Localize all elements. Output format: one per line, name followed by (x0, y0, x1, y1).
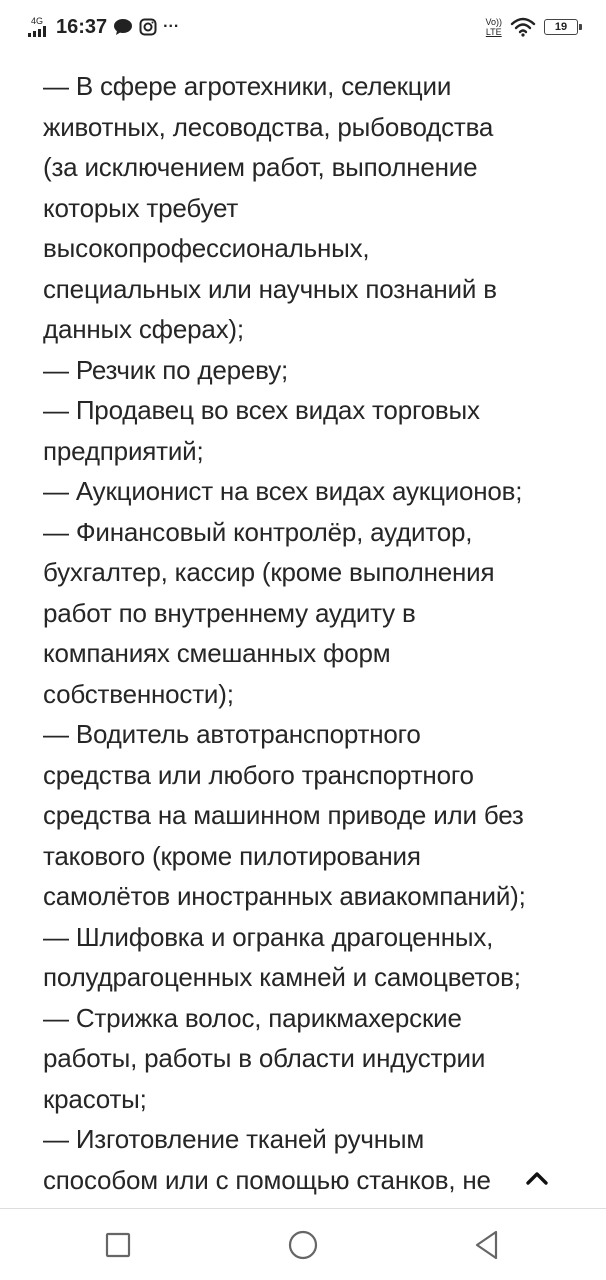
article-body (43, 66, 568, 1214)
article-line: — Шлифовка и огранка драгоценных, (43, 921, 494, 952)
volte-icon: Vo)) LTE (485, 17, 502, 37)
article-line: — В сфере агротехники, селекции (43, 71, 452, 101)
article-line: специальных или научных познаний в (43, 273, 497, 304)
battery-icon (544, 19, 578, 35)
article-line: красоты; (43, 1083, 147, 1114)
recent-apps-button[interactable] (98, 1225, 138, 1265)
article-line: бухгалтер, кассир (кроме выполнения (43, 557, 495, 587)
instagram-icon (139, 18, 157, 36)
article-line: которых требует (43, 192, 239, 223)
article-line: — Водитель автотранспортного (43, 719, 421, 749)
article-line: средства на машинном приводе или без (43, 800, 524, 830)
article-line: — Продавец во всех видах торговых (43, 395, 480, 425)
article-line: самолётов иностранных авиакомпаний); (43, 881, 526, 911)
article-line: (за исключением работ, выполнение (43, 152, 478, 182)
article-line: — Финансовый контролёр, аудитор, (43, 516, 473, 547)
home-button[interactable] (283, 1225, 323, 1265)
circle-icon (287, 1229, 319, 1261)
triangle-back-icon (472, 1229, 502, 1261)
scroll-to-top-button[interactable] (522, 1164, 552, 1192)
status-bar (0, 0, 606, 56)
article-line: — Стрижка волос, парикмахерские (43, 1002, 462, 1033)
signal-icon (28, 17, 46, 37)
article-line: работы, работы в области индустрии (43, 1043, 486, 1073)
clock: 16:37 (56, 15, 108, 38)
article-line: данных сферах); (43, 314, 244, 344)
status-bar-right (485, 12, 578, 42)
article-line: полудрагоценных камней и самоцветов; (43, 962, 521, 992)
article-line: — Изготовление тканей ручным (43, 1124, 425, 1154)
status-bar-left (28, 12, 179, 42)
article-line: предприятий; (43, 435, 204, 466)
article-line: высокопрофессиональных, (43, 233, 370, 263)
back-button[interactable] (467, 1225, 507, 1265)
wifi-icon (510, 17, 536, 37)
article-line: средства или любого транспортного (43, 759, 474, 790)
article-line: работ по внутреннему аудиту в (43, 597, 416, 628)
navigation-bar (0, 1208, 606, 1280)
network-type: 4G (30, 16, 43, 26)
chat-bubble-icon (113, 18, 133, 36)
article-line: способом или с помощью станков, не (43, 1164, 491, 1195)
article-line: компаниях смешанных форм (43, 638, 391, 668)
square-icon (104, 1231, 132, 1259)
article-line: — Аукционист на всех видах аукционов; (43, 476, 523, 506)
chevron-up-icon (525, 1170, 549, 1186)
article-line: — Резчик по дереву; (43, 354, 289, 385)
article-line: такового (кроме пилотирования (43, 840, 421, 871)
article-line: собственности); (43, 678, 234, 709)
more-icon: ··· (163, 18, 180, 35)
battery-level: 19 (554, 21, 568, 33)
article-line: животных, лесоводства, рыбоводства (43, 111, 494, 142)
